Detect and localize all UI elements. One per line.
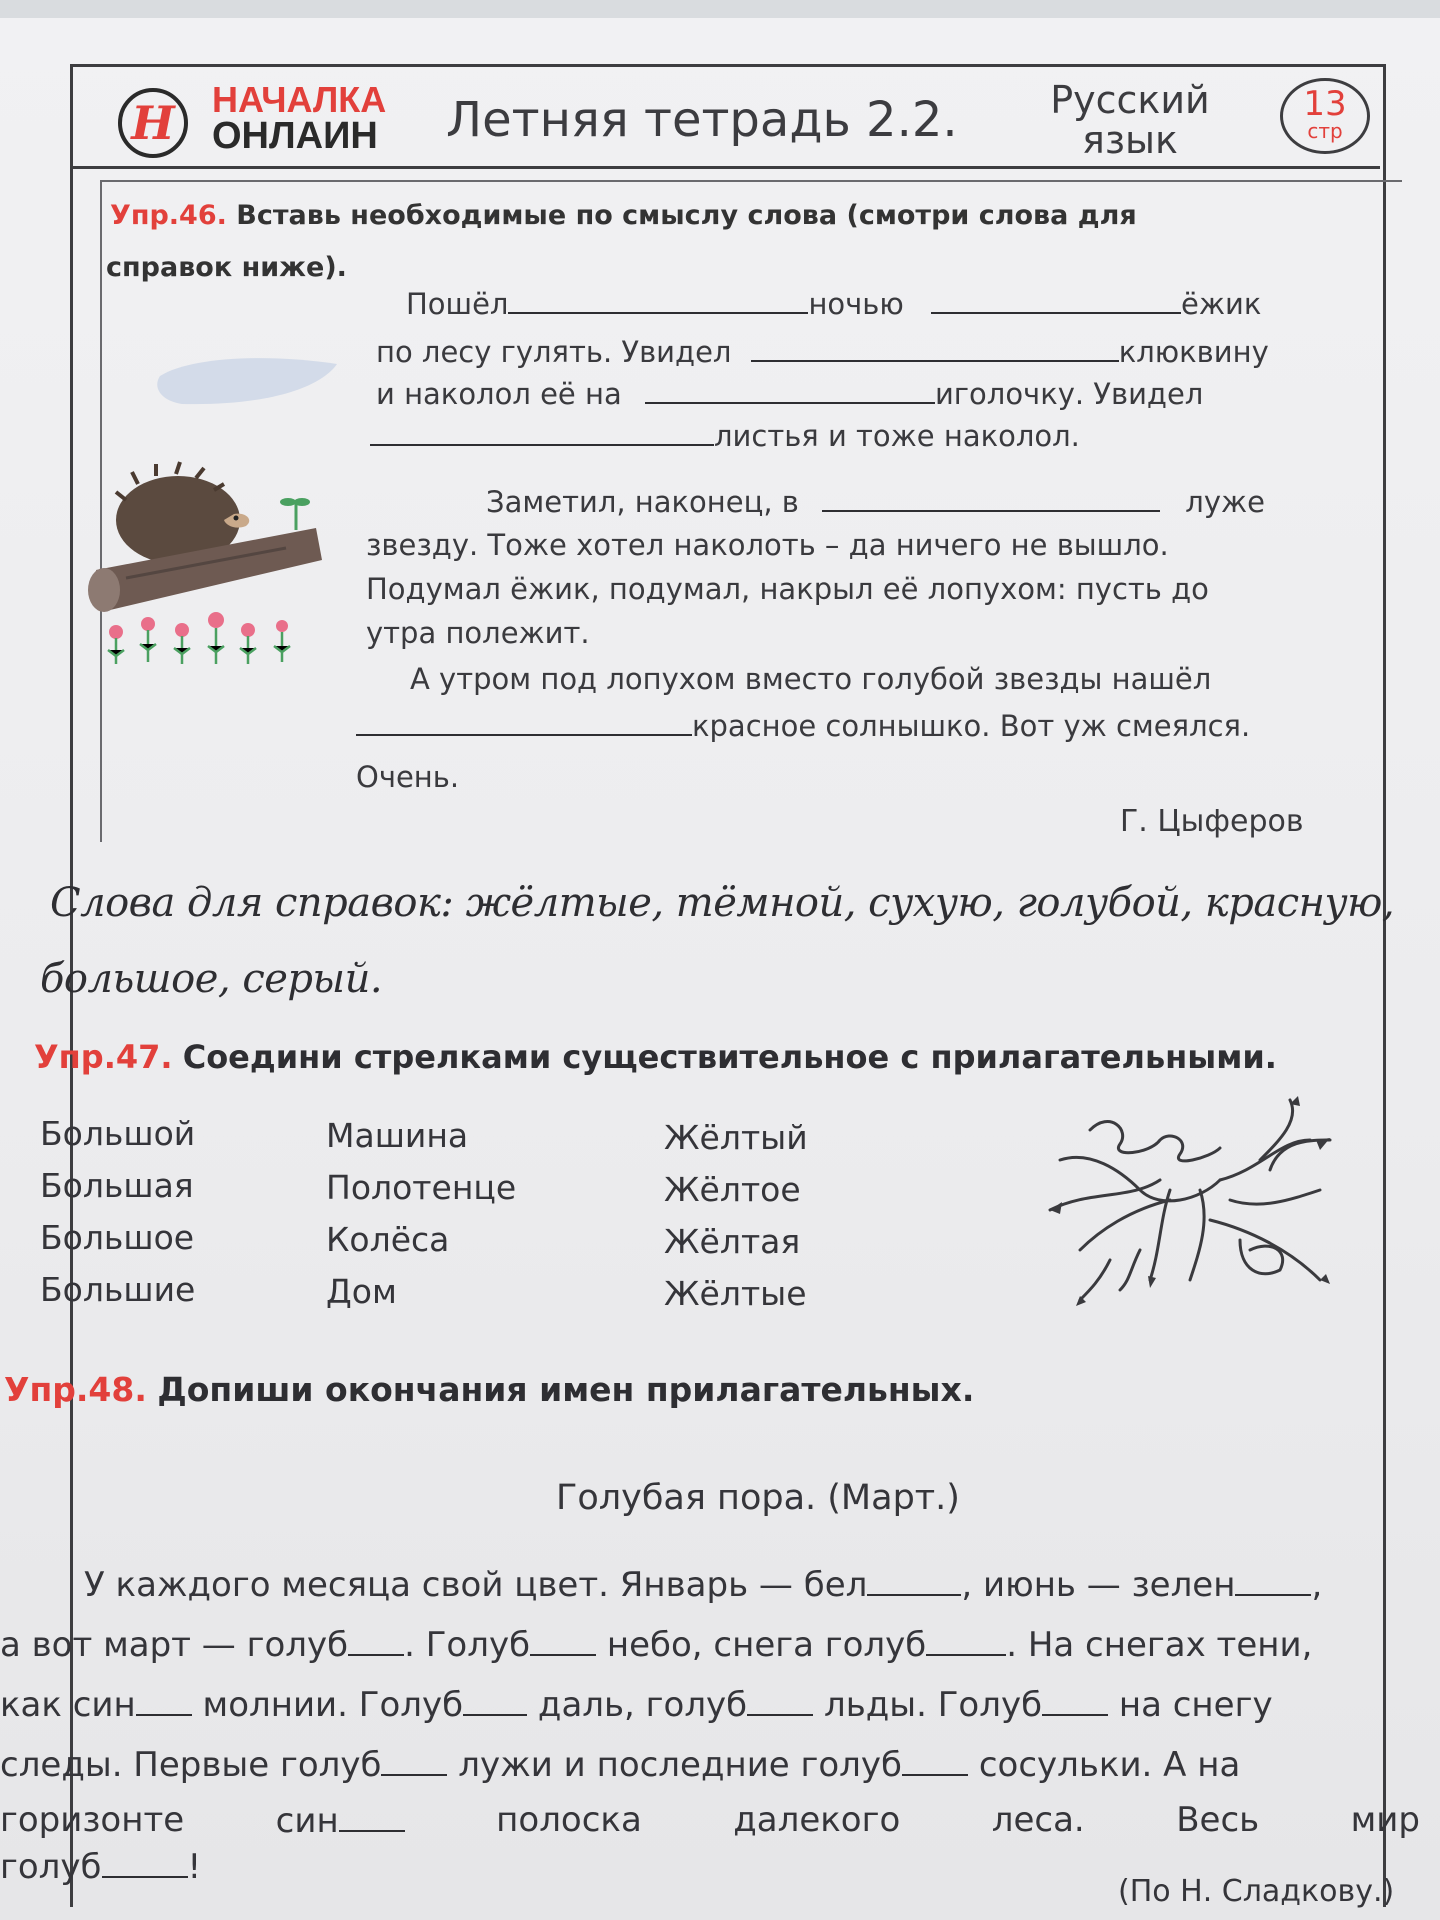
ex48-story-title: Голубая пора. (Март.) (556, 1478, 960, 1518)
story-text: , июнь — зелен (961, 1565, 1236, 1605)
story-text: мир (1350, 1800, 1420, 1840)
reference-words-line-1: Слова для справок: жёлтые, тёмной, сухую, голубой, красную, (50, 880, 1395, 926)
story-text: ! (187, 1847, 202, 1887)
story-text: клюквину (1118, 335, 1269, 369)
arrows-tangle-illustration (1040, 1100, 1360, 1320)
ex46-p1-line-3 (376, 376, 1203, 411)
ex46-p3-line-2 (356, 708, 1250, 743)
subject-label (1030, 80, 1230, 160)
story-text: У каждого месяца свой цвет. Январь — бел (84, 1565, 868, 1605)
ex46-p2-line-3: Подумал ёжик, подумал, накрыл её лопухом: пусть до (366, 572, 1209, 606)
page-number: 13 (1303, 84, 1347, 124)
logo-line-1: НАЧАЛКА (212, 79, 387, 120)
story-text: . Голуб (404, 1625, 531, 1665)
story-text: даль, голуб (527, 1685, 748, 1725)
story-text: Весь (1176, 1800, 1260, 1840)
ex46-p3-line-3: Очень. (356, 760, 460, 794)
answer-blank[interactable] (822, 484, 1160, 512)
ex47-column-adjectives-yellow (664, 1112, 808, 1320)
ex48-line-4 (0, 1744, 1240, 1785)
ex46-p2-line-4: утра полежит. (366, 616, 590, 650)
ex46-instruction-text: Вставь необходимые по смыслу слова (смотри слова для (236, 200, 1137, 231)
story-text: листья и тоже наколол. (714, 419, 1080, 453)
story-text: горизонте (0, 1800, 185, 1840)
subject-line-1: Русский (1050, 78, 1210, 122)
story-text: , (1311, 1565, 1323, 1605)
ex47-column-nouns (326, 1110, 516, 1318)
ex47-word[interactable]: Дом (326, 1272, 397, 1311)
answer-blank[interactable] (931, 286, 1181, 314)
subject-line-2: язык (1081, 118, 1179, 162)
ex46-p3-line-1: А утром под лопухом вместо голубой звезды нашёл (410, 662, 1212, 696)
ending-blank[interactable] (136, 1684, 192, 1716)
story-text: син (275, 1801, 339, 1841)
story-text: полоска (496, 1800, 642, 1840)
ex46-p2-line-1 (486, 484, 1265, 519)
story-text: красное солнышко. Вот уж смеялся. (692, 709, 1251, 743)
ex46-number: Упр.46. (110, 200, 227, 231)
ex47-word[interactable]: Жёлтая (664, 1222, 801, 1261)
ending-blank[interactable] (867, 1564, 961, 1596)
ending-blank[interactable] (348, 1624, 404, 1656)
story-text: по лесу гулять. Увидел (376, 335, 732, 369)
story-text: как син (0, 1685, 136, 1725)
story-text: голуб (0, 1847, 102, 1887)
ex46-instruction-line-2: справок ниже). (106, 252, 347, 283)
ex46-p1-line-2 (376, 334, 1269, 369)
ending-blank[interactable] (339, 1800, 405, 1832)
ex47-instruction (34, 1038, 1277, 1076)
ex46-p1-line-1 (406, 286, 1261, 321)
ending-blank[interactable] (926, 1624, 1006, 1656)
story-text: Пошёл (406, 287, 509, 321)
answer-blank[interactable] (645, 376, 935, 404)
ex47-word[interactable]: Полотенце (326, 1168, 517, 1207)
ex47-word[interactable]: Колёса (326, 1220, 450, 1259)
story-text: ёжик (1181, 287, 1262, 321)
ex47-word[interactable]: Большое (40, 1218, 195, 1257)
ex48-line-3 (0, 1684, 1273, 1725)
ex47-word[interactable]: Машина (326, 1116, 469, 1155)
story-text: и наколол её на (376, 377, 622, 411)
ending-blank[interactable] (747, 1684, 813, 1716)
story-text: небо, снега голуб (596, 1625, 927, 1665)
story-text: льды. Голуб (813, 1685, 1043, 1725)
ending-blank[interactable] (463, 1684, 527, 1716)
answer-blank[interactable] (370, 418, 714, 446)
ex47-word[interactable]: Большая (40, 1166, 194, 1205)
ending-blank[interactable] (1235, 1564, 1311, 1596)
story-text: а вот март — голуб (0, 1625, 349, 1665)
ex47-instruction-text: Соедини стрелками существительное с прилагательными. (182, 1038, 1277, 1076)
reference-words-line-2: большое, серый. (40, 956, 383, 1002)
logo-icon (118, 88, 188, 158)
story-text: . На снегах тени, (1006, 1625, 1313, 1665)
story-text: сосульки. А на (968, 1745, 1241, 1785)
ex47-word[interactable]: Жёлтые (664, 1274, 807, 1313)
ex46-author: Г. Цыферов (1120, 804, 1304, 839)
story-text: леса. (991, 1800, 1085, 1840)
ex48-source: (По Н. Сладкову.) (1118, 1874, 1395, 1909)
story-text: следы. Первые голуб (0, 1745, 382, 1785)
ex48-number: Упр.48. (4, 1370, 147, 1409)
ex47-number: Упр.47. (34, 1038, 173, 1076)
ex48-instruction-text: Допиши окончания имен прилагательных. (157, 1370, 975, 1409)
ex47-word[interactable]: Жёлтый (664, 1118, 808, 1157)
hedgehog-illustration (86, 460, 326, 680)
ex46-instruction-line-1 (110, 200, 1137, 231)
answer-blank[interactable] (508, 286, 808, 314)
ex48-line-2 (0, 1624, 1312, 1665)
page-unit: стр (1307, 119, 1343, 143)
notebook-title: Летняя тетрадь 2.2. (446, 92, 958, 148)
ex47-column-adjectives-big (40, 1108, 195, 1316)
story-text: лужи и последние голуб (447, 1745, 903, 1785)
ex48-line-1 (84, 1564, 1322, 1605)
story-text: Заметил, наконец, в (486, 485, 799, 519)
ending-blank[interactable] (102, 1846, 188, 1878)
logo-line-2: ОНЛАИН (212, 115, 378, 157)
ex47-word[interactable]: Жёлтое (664, 1170, 801, 1209)
blue-brush-stroke (152, 346, 342, 416)
ending-blank[interactable] (530, 1624, 596, 1656)
story-text: далекого (733, 1800, 901, 1840)
story-text: луже (1185, 485, 1265, 519)
ex48-line-6 (0, 1846, 201, 1887)
logo-letter: Н (131, 96, 175, 150)
page-number-badge (1280, 78, 1370, 154)
story-text: на снегу (1108, 1685, 1273, 1725)
ex46-p1-line-4 (370, 418, 1080, 453)
ending-blank[interactable] (902, 1744, 968, 1776)
ex48-line-5 (0, 1800, 1420, 1841)
ending-blank[interactable] (381, 1744, 447, 1776)
header-divider (70, 166, 1380, 169)
ex47-word[interactable]: Большой (40, 1114, 196, 1153)
story-text: молнии. Голуб (191, 1685, 464, 1725)
ex46-p2-line-2: звезду. Тоже хотел наколоть – да ничего не вышло. (366, 528, 1169, 562)
answer-blank[interactable] (751, 334, 1119, 362)
answer-blank[interactable] (356, 708, 692, 736)
ending-blank[interactable] (1042, 1684, 1108, 1716)
story-text: ночью (808, 287, 904, 321)
logo-wordmark (212, 79, 387, 157)
ex47-word[interactable]: Большие (40, 1270, 196, 1309)
story-text: иголочку. Увидел (934, 377, 1204, 411)
ex48-instruction (4, 1370, 974, 1409)
